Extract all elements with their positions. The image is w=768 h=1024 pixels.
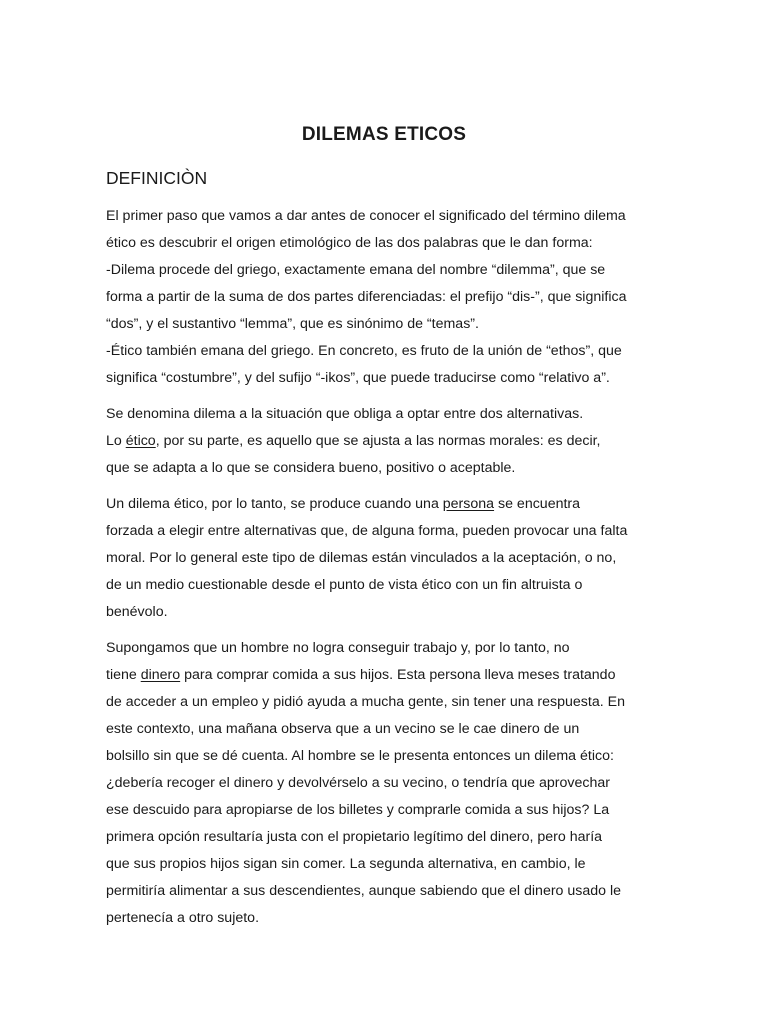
text-line: este contexto, una mañana observa que a un vecino se le cae dinero de un: [106, 721, 580, 737]
paragraph-example: [106, 635, 686, 932]
text-segment: Lo: [106, 433, 126, 449]
text-segment: Un dilema ético, por lo tanto, se produce cuando una: [106, 496, 443, 512]
document-title: DILEMAS ETICOS: [301, 124, 467, 145]
document-body: [106, 203, 686, 941]
text-line: ese descuido para apropiarse de los billetes y comprarle comida a sus hijos? La: [106, 802, 610, 818]
text-line: permitiría alimentar a sus descendientes, aunque sabiendo que el dinero usado le: [106, 883, 622, 899]
text-line: ético es descubrir el origen etimológico de las dos palabras que le dan forma:: [106, 235, 593, 251]
text-line: [106, 428, 686, 455]
text-line: que sus propios hijos sigan sin comer. La segunda alternativa, en cambio, le: [106, 856, 586, 872]
text-line: “dos”, y el sustantivo “lemma”, que es sinónimo de “temas”.: [106, 316, 479, 332]
etico-link[interactable]: ético: [125, 433, 156, 449]
text-line: -Ético también emana del griego. En concreto, es fruto de la unión de “ethos”, que: [106, 343, 622, 359]
section-heading: DEFINICIÒN: [106, 168, 208, 188]
text-line: [106, 491, 686, 518]
text-segment: tiene: [106, 667, 141, 683]
text-line: moral. Por lo general este tipo de dilemas están vinculados a la aceptación, o no,: [106, 550, 617, 566]
text-line: -Dilema procede del griego, exactamente emana del nombre “dilemma”, que se: [106, 262, 606, 278]
text-segment: , por su parte, es aquello que se ajusta a las normas morales: es decir,: [155, 433, 601, 449]
text-segment: para comprar comida a sus hijos. Esta persona lleva meses tratando: [180, 667, 616, 683]
text-line: benévolo.: [106, 604, 168, 620]
text-line: Se denomina dilema a la situación que obliga a optar entre dos alternativas.: [106, 406, 584, 422]
dinero-link[interactable]: dinero: [140, 667, 181, 683]
text-line: forma a partir de la suma de dos partes diferenciadas: el prefijo “dis-”, que significa: [106, 289, 627, 305]
text-line: primera opción resultaría justa con el propietario legítimo del dinero, pero haría: [106, 829, 603, 845]
persona-link[interactable]: persona: [442, 496, 495, 512]
text-line: pertenecía a otro sujeto.: [106, 910, 260, 926]
text-line: bolsillo sin que se dé cuenta. Al hombre se le presenta entonces un dilema ético:: [106, 748, 614, 764]
paragraph-ethical-dilemma: [106, 491, 686, 626]
text-line: ¿debería recoger el dinero y devolvérselo a su vecino, o tendría que aprovechar: [106, 775, 610, 791]
text-line: [106, 662, 686, 689]
text-line: de acceder a un empleo y pidió ayuda a mucha gente, sin tener una respuesta. En: [106, 694, 625, 710]
text-line: El primer paso que vamos a dar antes de conocer el significado del término dilema: [106, 208, 626, 224]
paragraph-definition: [106, 401, 686, 482]
paragraph-etymology: [106, 203, 686, 392]
text-line: de un medio cuestionable desde el punto de vista ético con un fin altruista o: [106, 577, 583, 593]
text-segment: se encuentra: [494, 496, 581, 512]
text-line: forzada a elegir entre alternativas que, de alguna forma, pueden provocar una falta: [106, 523, 628, 539]
text-line: significa “costumbre”, y del sufijo “-ikos”, que puede traducirse como “relativo a”.: [106, 370, 610, 386]
text-line: Supongamos que un hombre no logra conseguir trabajo y, por lo tanto, no: [106, 640, 570, 656]
text-line: que se adapta a lo que se considera bueno, positivo o aceptable.: [106, 460, 516, 476]
